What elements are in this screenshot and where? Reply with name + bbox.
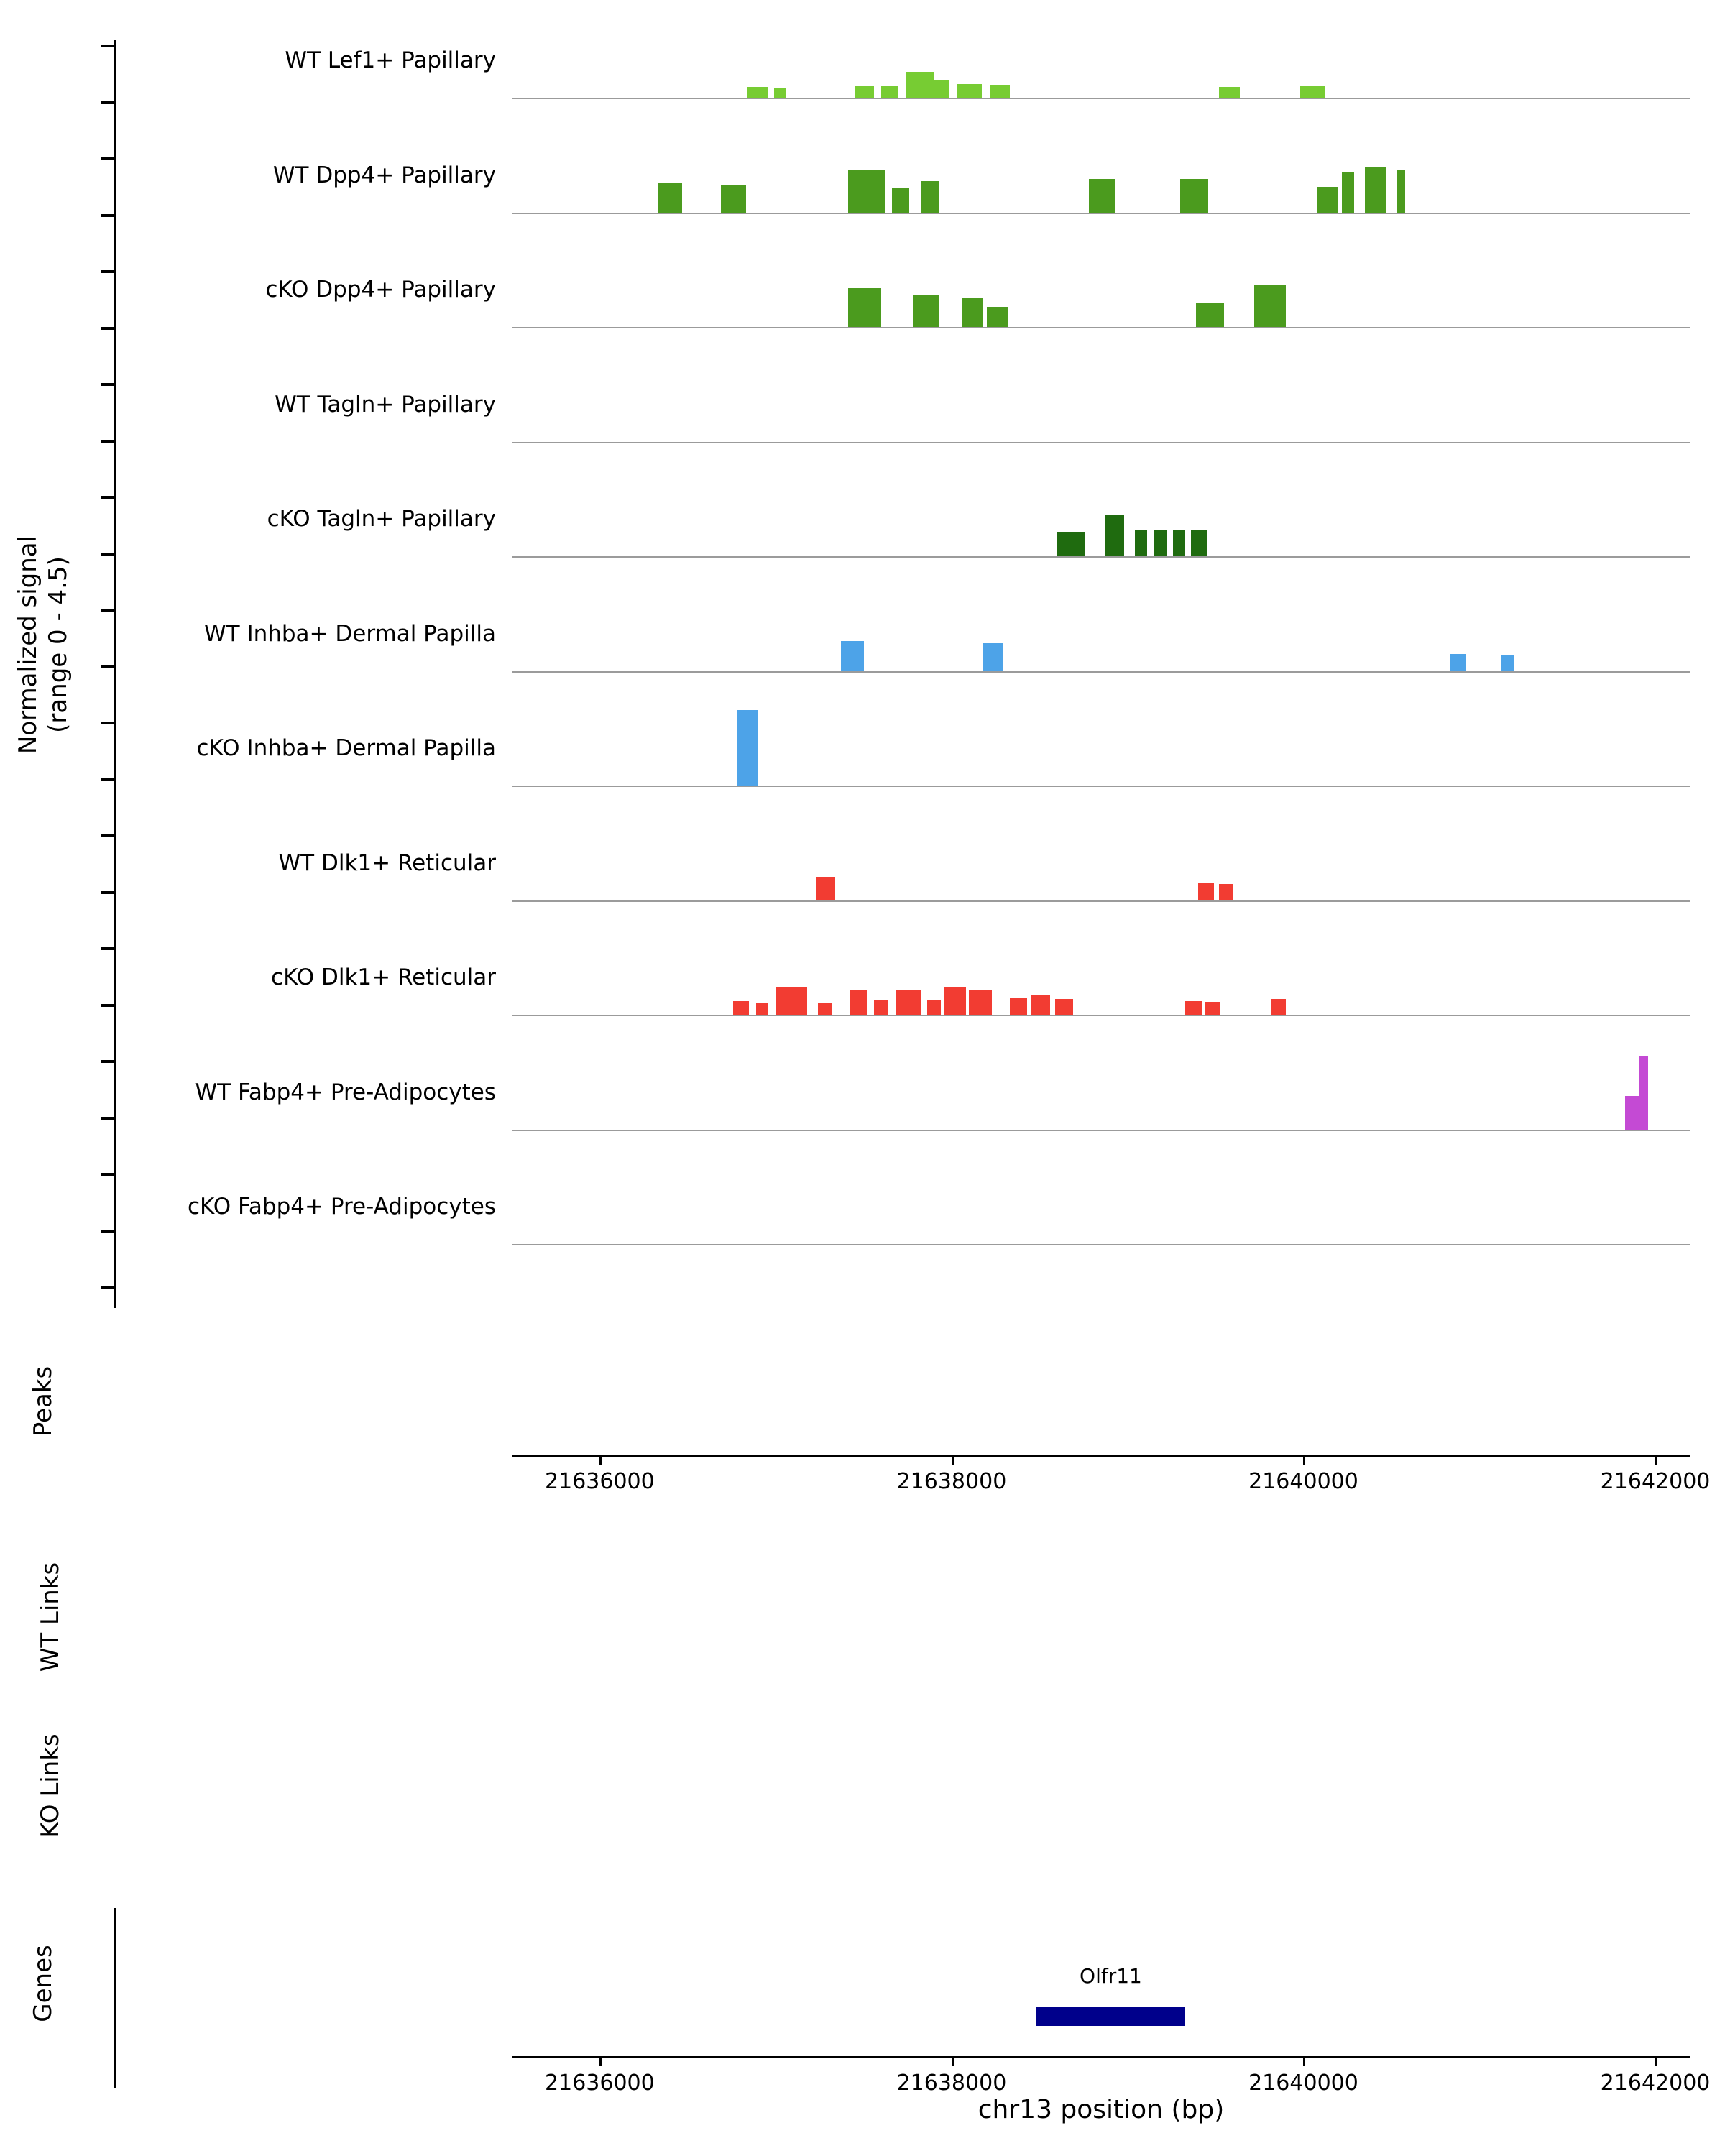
- signal-peak: [1300, 86, 1325, 98]
- signal-peak: [1365, 167, 1386, 213]
- y-axis-tick: [101, 722, 116, 724]
- signal-peak: [733, 1001, 749, 1015]
- signal-peak: [1154, 530, 1166, 557]
- track-plot-area: [512, 929, 1690, 1015]
- signal-peak: [1196, 303, 1224, 327]
- track-label: cKO Dlk1+ Reticular: [271, 964, 496, 990]
- y-axis-tick: [101, 440, 116, 443]
- signal-peak: [756, 1003, 768, 1015]
- track-plot-area: [512, 126, 1690, 213]
- signal-peak: [816, 877, 835, 900]
- signal-peak: [874, 1000, 888, 1015]
- signal-peak: [818, 1003, 832, 1015]
- section-label-ko-links: KO Links: [36, 1733, 65, 1838]
- signal-peak: [841, 641, 864, 671]
- signal-peak: [921, 181, 939, 213]
- signal-peak: [1219, 884, 1233, 900]
- signal-peak: [896, 990, 922, 1015]
- signal-peak: [1010, 998, 1027, 1015]
- x-axis-bottom-tick-label: 21636000: [545, 2070, 655, 2096]
- track-label: WT Tagln+ Papillary: [275, 391, 496, 418]
- track-label: WT Inhba+ Dermal Papilla: [204, 620, 496, 647]
- section-label-peaks: Peaks: [29, 1365, 58, 1437]
- signal-peak: [737, 710, 758, 786]
- signal-peak: [1342, 172, 1354, 212]
- signal-peak: [1180, 179, 1208, 213]
- signal-peak: [927, 1000, 942, 1015]
- y-axis-tick: [101, 1117, 116, 1120]
- signal-peak: [848, 288, 882, 327]
- signal-peak: [774, 88, 786, 98]
- y-axis-label: [13, 429, 73, 860]
- signal-peak: [1501, 655, 1515, 671]
- x-axis-bottom-tick: [1303, 2056, 1305, 2066]
- track-baseline: [512, 1015, 1690, 1016]
- signal-peak: [944, 987, 965, 1015]
- x-axis-top-tick: [599, 1455, 602, 1465]
- x-axis-bottom-tick: [1655, 2056, 1657, 2066]
- x-axis-top-tick: [1655, 1455, 1657, 1465]
- y-axis-tick: [101, 891, 116, 894]
- y-axis-tick: [101, 609, 116, 612]
- signal-peak: [983, 643, 1003, 671]
- signal-peak: [913, 295, 939, 327]
- signal-peak: [1055, 999, 1072, 1015]
- track-plot-area: [512, 814, 1690, 900]
- y-axis-label-line2: (range 0 - 4.5): [44, 556, 73, 733]
- signal-peak: [1625, 1096, 1639, 1130]
- x-axis-top-tick-label: 21636000: [545, 1469, 655, 1494]
- x-axis-bottom-tick: [952, 2056, 954, 2066]
- y-axis-tick: [101, 834, 116, 837]
- y-axis-tick: [101, 665, 116, 668]
- y-axis-tick: [101, 553, 116, 556]
- track-label: cKO Fabp4+ Pre-Adipocytes: [188, 1194, 496, 1220]
- x-axis-top-tick-label: 21638000: [896, 1469, 1007, 1494]
- signal-peak: [1205, 1002, 1220, 1015]
- section-label-wt-links: WT Links: [36, 1562, 65, 1672]
- signal-peak: [776, 987, 807, 1015]
- signal-peak: [1397, 170, 1405, 213]
- x-axis-top-tick-label: 21640000: [1248, 1469, 1358, 1494]
- section-label-genes: Genes: [29, 1945, 58, 2022]
- signal-peak: [1089, 179, 1116, 213]
- signal-peak: [969, 990, 992, 1015]
- track-baseline: [512, 786, 1690, 787]
- signal-peak: [1317, 187, 1338, 213]
- signal-peak: [934, 80, 949, 98]
- signal-peak: [1135, 530, 1147, 557]
- signal-peak: [1105, 515, 1124, 557]
- signal-peak: [1450, 654, 1466, 671]
- y-axis-label-line1: Normalized signal: [14, 535, 42, 755]
- track-baseline: [512, 671, 1690, 673]
- track-label: cKO Tagln+ Papillary: [267, 506, 496, 532]
- track-baseline: [512, 442, 1690, 443]
- y-axis-tick: [101, 1230, 116, 1233]
- y-axis-tick: [101, 1060, 116, 1063]
- gene-body[interactable]: [1036, 2007, 1185, 2026]
- y-axis-tick: [101, 496, 116, 499]
- track-plot-area: [512, 356, 1690, 442]
- y-axis-tick: [101, 214, 116, 217]
- signal-peak: [881, 86, 898, 98]
- track-plot-area: [512, 241, 1690, 327]
- y-axis-tick: [101, 101, 116, 104]
- signal-peak: [987, 307, 1008, 328]
- signal-peak: [1173, 530, 1185, 557]
- track-plot-area: [512, 1158, 1690, 1244]
- x-axis-bottom-tick-label: 21642000: [1600, 2070, 1711, 2096]
- track-plot-area: [512, 1044, 1690, 1130]
- y-axis-tick: [101, 270, 116, 273]
- gene-name-label: Olfr11: [1080, 1964, 1142, 1988]
- track-plot-area: [512, 699, 1690, 786]
- signal-peak: [850, 990, 867, 1015]
- y-axis-tick: [101, 778, 116, 781]
- track-baseline: [512, 213, 1690, 214]
- signal-peak: [721, 185, 745, 213]
- signal-peak: [1031, 995, 1050, 1015]
- track-label: cKO Dpp4+ Papillary: [265, 277, 496, 303]
- x-axis-bottom-line: [512, 2056, 1690, 2058]
- signal-peak: [1271, 999, 1286, 1015]
- x-axis-top-tick-label: 21642000: [1600, 1469, 1711, 1494]
- y-axis-tick: [101, 1004, 116, 1007]
- y-axis-tick: [101, 45, 116, 47]
- track-label: WT Fabp4+ Pre-Adipocytes: [195, 1079, 496, 1105]
- x-axis-bottom-tick-label: 21638000: [896, 2070, 1007, 2096]
- x-axis-top-tick: [1303, 1455, 1305, 1465]
- track-baseline: [512, 327, 1690, 328]
- signal-peak: [1185, 1001, 1201, 1015]
- y-axis-tick: [101, 383, 116, 386]
- signal-peak: [855, 86, 874, 98]
- signal-peak: [848, 170, 885, 213]
- signal-peak: [1219, 87, 1240, 98]
- signal-peak: [1639, 1056, 1648, 1129]
- signal-peak: [962, 298, 983, 327]
- x-axis-bottom-tick: [599, 2056, 602, 2066]
- track-plot-area: [512, 585, 1690, 671]
- x-axis-bottom-tick-label: 21640000: [1248, 2070, 1358, 2096]
- track-baseline: [512, 556, 1690, 558]
- track-baseline: [512, 900, 1690, 902]
- genes-bracket: [114, 1908, 116, 2088]
- signal-peak: [1057, 532, 1085, 556]
- signal-peak: [1254, 285, 1286, 328]
- y-axis-tick: [101, 1173, 116, 1176]
- signal-peak: [957, 84, 981, 98]
- signal-peak: [1198, 883, 1214, 900]
- y-axis-tick: [101, 157, 116, 160]
- signal-peak: [892, 188, 909, 213]
- track-label: WT Lef1+ Papillary: [285, 47, 496, 73]
- track-label: cKO Inhba+ Dermal Papilla: [196, 735, 496, 761]
- signal-peak: [990, 85, 1010, 98]
- y-axis-tick: [101, 947, 116, 950]
- x-axis-title: chr13 position (bp): [978, 2095, 1225, 2124]
- x-axis-top-tick: [952, 1455, 954, 1465]
- track-plot-area: [512, 470, 1690, 556]
- track-label: WT Dlk1+ Reticular: [278, 849, 496, 876]
- y-axis-tick: [101, 327, 116, 330]
- track-plot-area: [512, 11, 1690, 98]
- track-baseline: [512, 1130, 1690, 1131]
- track-label: WT Dpp4+ Papillary: [272, 162, 496, 188]
- track-baseline: [512, 98, 1690, 99]
- track-baseline: [512, 1244, 1690, 1245]
- signal-peak: [906, 72, 934, 98]
- signal-peak: [748, 87, 768, 98]
- signal-peak: [658, 183, 682, 212]
- signal-peak: [1191, 530, 1207, 556]
- y-axis-tick: [101, 1286, 116, 1289]
- x-axis-top-line: [512, 1455, 1690, 1457]
